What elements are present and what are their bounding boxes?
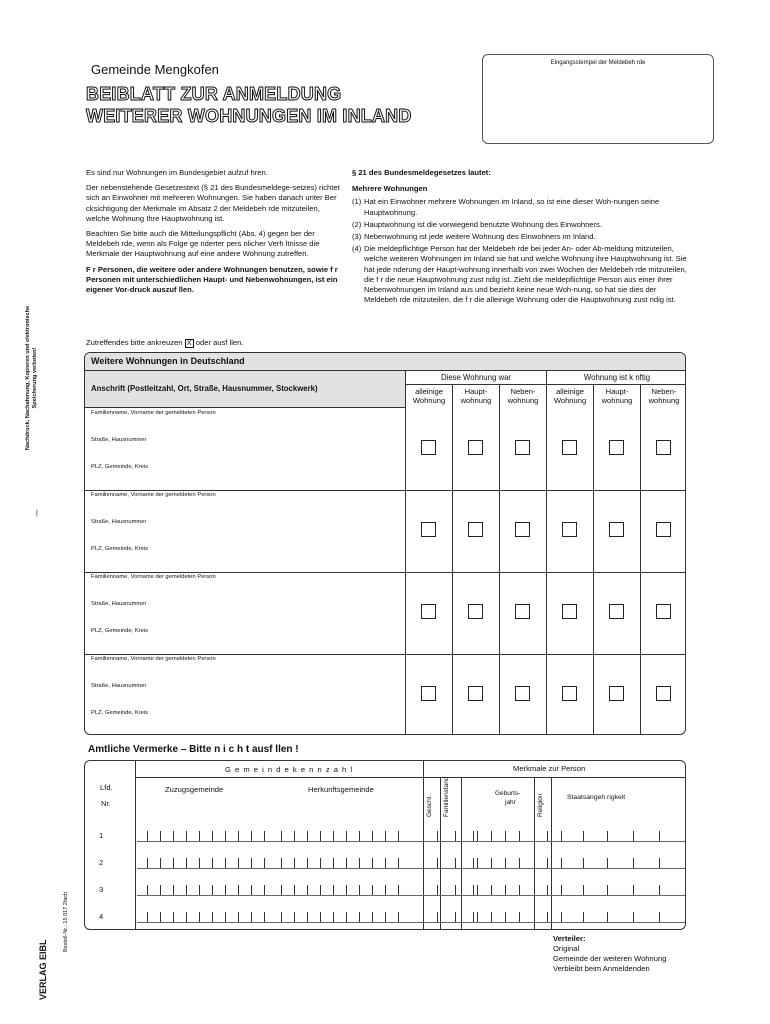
digit-tick: [505, 858, 506, 868]
digit-tick: [307, 858, 308, 868]
digit-tick: [505, 831, 506, 841]
digit-tick: [547, 885, 548, 895]
fill-hint-text: Zutreffendes bitte ankreuzen: [86, 338, 183, 347]
digit-tick: [583, 912, 584, 922]
digit-tick: [437, 912, 438, 922]
col-alleinige-previous: alleinige Wohnung: [405, 385, 452, 408]
digit-tick: [477, 885, 478, 895]
nationality-header: Staatsangeh rigkeit: [567, 794, 626, 801]
digit-tick: [346, 858, 347, 868]
digit-tick: [519, 885, 520, 895]
lfd-header: Lfd.: [100, 783, 113, 792]
origin-municipality-header: Herkunftsgemeinde: [308, 785, 374, 794]
digit-tick: [372, 858, 373, 868]
digit-tick: [372, 912, 373, 922]
copyright-notice: Nachdruck, Nachahmung, Kopieren und elektronische Speicherung verboten!: [25, 305, 38, 451]
residence-checkbox[interactable]: [656, 440, 671, 455]
group-previous: Diese Wohnung war: [405, 371, 546, 385]
name-field-label: Familienname, Vorname der gemeldeten Person: [91, 410, 216, 416]
residence-checkbox[interactable]: [609, 604, 624, 619]
further-residences-table: [84, 352, 686, 735]
residence-checkbox[interactable]: [562, 686, 577, 701]
digit-tick: [225, 831, 226, 841]
residence-checkbox[interactable]: [656, 686, 671, 701]
digit-tick: [186, 885, 187, 895]
birth-year-header-1: Geburts-: [495, 790, 521, 797]
residence-checkbox[interactable]: [421, 686, 436, 701]
section-title: Weitere Wohnungen in Deutschland: [85, 353, 685, 371]
incoming-municipality-header: Zuzugsgemeinde: [165, 785, 224, 794]
digit-tick: [238, 858, 239, 868]
digit-tick: [251, 858, 252, 868]
digit-tick: [147, 831, 148, 841]
digit-tick: [633, 831, 634, 841]
digit-tick: [659, 912, 660, 922]
digit-tick: [385, 885, 386, 895]
name-field-label: Familienname, Vorname der gemeldeten Person: [91, 656, 216, 662]
digit-tick: [385, 858, 386, 868]
residence-checkbox[interactable]: [421, 440, 436, 455]
digit-tick: [199, 912, 200, 922]
digit-tick: [281, 831, 282, 841]
row-number: 4: [99, 912, 104, 921]
row-number: 1: [99, 831, 104, 840]
name-field-label: Familienname, Vorname der gemeldeten Person: [91, 492, 216, 498]
stamp-label: Eingangsstempel der Meldebeh rde: [550, 60, 646, 66]
digit-tick: [199, 885, 200, 895]
digit-tick: [225, 858, 226, 868]
religion-header: Religion: [537, 793, 544, 817]
form-title-line1: BEIBLATT ZUR ANMELDUNG: [86, 84, 342, 104]
digit-tick: [561, 912, 562, 922]
law-item-text: Die meldepflichtige Person hat der Meldebeh rde bei jeder An- oder Ab-meldung mitzuteilen, welche weiteren Wohnungen im Inland sie hat und welche Wohnung ihre Hauptwohnung ist. Sie hat jede nderung der Haupt-wohnung innerhalb von zwei Wochen der Meldebeh rde mitzuteilen, die f r die neue Hauptwohnung zust ndig ist. Zieht die meldepflichtige Person aus einer ihrer Nebenwohnungen im Inland aus und bezieht keine neue Woh-nung, so hat sie dies der Meldebeh rde mitzuteilen, die f r die alleinige Wohnung oder die Hauptwohnung zust ndig ist.: [364, 244, 687, 305]
law-item-text: Nebenwohnung ist jede weitere Wohnung des Einwohners im Inland.: [364, 232, 596, 242]
digit-tick: [212, 858, 213, 868]
digit-tick: [491, 912, 492, 922]
digit-tick: [160, 885, 161, 895]
row-number: 2: [99, 858, 104, 867]
digit-tick: [385, 831, 386, 841]
digit-tick: [519, 858, 520, 868]
nr-header: Nr.: [101, 799, 111, 808]
law-item-text: Hauptwohnung ist die vorwiegend benutzte Wohnung des Einwohners.: [364, 219, 602, 229]
digit-tick: [561, 831, 562, 841]
digit-tick: [583, 831, 584, 841]
table-header: [85, 371, 685, 408]
residence-checkbox[interactable]: [656, 522, 671, 537]
law-text: [352, 168, 688, 307]
digit-tick: [333, 858, 334, 868]
col-alleinige-future: alleinige Wohnung: [546, 385, 593, 408]
digit-tick: [519, 912, 520, 922]
law-items: [352, 197, 688, 305]
digit-tick: [633, 858, 634, 868]
row-divider: [135, 777, 423, 778]
digit-tick: [372, 831, 373, 841]
digit-tick: [633, 912, 634, 922]
digit-tick: [505, 912, 506, 922]
digit-tick: [147, 885, 148, 895]
residence-checkbox[interactable]: [609, 686, 624, 701]
digit-tick: [173, 858, 174, 868]
street-field-label: Straße, Hausnummer: [91, 601, 147, 607]
residence-checkbox[interactable]: [609, 522, 624, 537]
digit-tick: [437, 885, 438, 895]
law-item: [352, 244, 688, 305]
group-future: Wohnung ist k nftig: [546, 371, 686, 385]
digit-tick: [251, 831, 252, 841]
digit-tick: [398, 912, 399, 922]
digit-tick: [307, 912, 308, 922]
digit-tick: [491, 831, 492, 841]
digit-tick: [238, 885, 239, 895]
street-field-label: Straße, Hausnummer: [91, 519, 147, 525]
digit-tick: [473, 912, 474, 922]
form-title-line2: WEITERER WOHNUNGEN IM INLAND: [86, 106, 412, 126]
digit-tick: [238, 912, 239, 922]
digit-tick: [186, 831, 187, 841]
col-neben-previous: Neben- wohnung: [499, 385, 546, 408]
intro-paragraph-1: Es sind nur Wohnungen im Bundesgebiet aufzuf hren.: [86, 168, 268, 177]
row-divider: [85, 654, 686, 655]
digit-tick: [547, 858, 548, 868]
residence-checkbox[interactable]: [468, 604, 483, 619]
digit-tick: [199, 858, 200, 868]
entry-row-line: [137, 841, 685, 842]
digit-tick: [147, 912, 148, 922]
name-field-label: Familienname, Vorname der gemeldeten Person: [91, 574, 216, 580]
municipality-code-header: G e m e i n d e k e n n z a h l: [225, 765, 354, 774]
digit-tick: [561, 858, 562, 868]
entry-row-line: [137, 868, 685, 869]
digit-tick: [477, 858, 478, 868]
order-number: Bestell-Nr.: 15 017 2fach: [63, 891, 69, 952]
digit-tick: [633, 885, 634, 895]
digit-tick: [281, 885, 282, 895]
municipality-name: Gemeinde Mengkofen: [91, 62, 219, 77]
digit-tick: [437, 858, 438, 868]
digit-tick: [659, 858, 660, 868]
residence-checkbox[interactable]: [468, 440, 483, 455]
digit-tick: [173, 831, 174, 841]
col-haupt-previous: Haupt- wohnung: [452, 385, 499, 408]
digit-tick: [307, 885, 308, 895]
example-cross-box: X: [185, 339, 194, 348]
digit-tick: [320, 912, 321, 922]
marital-status-header: Familienstand: [443, 776, 450, 817]
address-header: Anschrift (Postleitzahl, Ort, Straße, Hausnummer, Stockwerk): [91, 384, 318, 393]
column-divider: [551, 777, 552, 929]
digit-tick: [455, 912, 456, 922]
digit-tick: [346, 912, 347, 922]
distribution-heading: Verteiler:: [553, 934, 586, 943]
digit-tick: [607, 885, 608, 895]
digit-tick: [372, 885, 373, 895]
digit-tick: [225, 885, 226, 895]
digit-tick: [659, 885, 660, 895]
residence-checkbox[interactable]: [421, 522, 436, 537]
col-haupt-future: Haupt- wohnung: [593, 385, 640, 408]
column-divider: [135, 761, 136, 929]
law-item-number: (2): [352, 219, 362, 229]
digit-tick: [294, 831, 295, 841]
law-item-number: (3): [352, 232, 362, 242]
gender-header: Geschl.: [426, 794, 433, 817]
digit-tick: [264, 885, 265, 895]
digit-tick: [607, 912, 608, 922]
digit-tick: [294, 858, 295, 868]
receipt-stamp-box: [482, 54, 714, 144]
digit-tick: [607, 831, 608, 841]
residence-checkbox[interactable]: [515, 522, 530, 537]
digit-tick: [455, 831, 456, 841]
digit-tick: [477, 831, 478, 841]
fill-hint: [86, 338, 243, 348]
plz-field-label: PLZ, Gemeinde, Kreis: [91, 710, 149, 716]
distribution-line: Original: [553, 944, 580, 953]
column-divider: [461, 777, 462, 929]
row-divider: [423, 777, 686, 778]
digit-tick: [199, 831, 200, 841]
birth-year-header-2: jahr: [505, 799, 516, 806]
digit-tick: [333, 912, 334, 922]
digit-tick: [225, 912, 226, 922]
digit-tick: [561, 885, 562, 895]
law-item-number: (1): [352, 197, 362, 207]
residence-checkbox[interactable]: [468, 522, 483, 537]
digit-tick: [212, 885, 213, 895]
law-item: [352, 220, 688, 230]
distribution-list: [553, 934, 666, 974]
digit-tick: [346, 885, 347, 895]
digit-tick: [281, 858, 282, 868]
digit-tick: [264, 831, 265, 841]
digit-tick: [359, 858, 360, 868]
plz-field-label: PLZ, Gemeinde, Kreis: [91, 464, 149, 470]
digit-tick: [583, 858, 584, 868]
digit-tick: [147, 858, 148, 868]
digit-tick: [186, 912, 187, 922]
digit-tick: [491, 858, 492, 868]
digit-tick: [359, 912, 360, 922]
digit-tick: [583, 885, 584, 895]
column-divider: [423, 761, 424, 929]
digit-tick: [477, 912, 478, 922]
digit-tick: [359, 831, 360, 841]
digit-tick: [186, 858, 187, 868]
digit-tick: [294, 912, 295, 922]
digit-tick: [359, 885, 360, 895]
digit-tick: [398, 858, 399, 868]
law-heading: § 21 des Bundesmeldegesetzes lautet:: [352, 168, 491, 177]
digit-tick: [607, 858, 608, 868]
residence-checkbox[interactable]: [562, 522, 577, 537]
digit-tick: [455, 885, 456, 895]
intro-paragraph-4: F r Personen, die weitere oder andere Wohnungen benutzen, sowie f r Personen mit unterschiedlichen Haupt- und Nebenwohnungen, ist ein eigener Vor-druck auszuf llen.: [86, 264, 338, 295]
intro-paragraph-2: Der nebenstehende Gesetzestext (§ 21 des Bundesmeldege-setzes) richtet sich an Einwohner mit mehreren Wohnungen. Sie haben danach unter Ber cksichtigung der Merkmale im Absatz 2 der Meldebeh rde mitzuteilen, welche Wohnung Ihre Hauptwohnung ist.: [86, 183, 340, 223]
digit-tick: [437, 831, 438, 841]
law-item: [352, 232, 688, 242]
intro-text: [86, 168, 341, 300]
distribution-line: Gemeinde der weiteren Wohnung: [553, 954, 667, 963]
digit-tick: [505, 885, 506, 895]
street-field-label: Straße, Hausnummer: [91, 683, 147, 689]
digit-tick: [212, 912, 213, 922]
digit-tick: [491, 885, 492, 895]
digit-tick: [173, 912, 174, 922]
digit-tick: [160, 858, 161, 868]
digit-tick: [160, 912, 161, 922]
street-field-label: Straße, Hausnummer: [91, 437, 147, 443]
digit-tick: [333, 831, 334, 841]
residence-checkbox[interactable]: [515, 604, 530, 619]
row-divider: [85, 572, 686, 573]
digit-tick: [251, 912, 252, 922]
residence-checkbox[interactable]: [562, 604, 577, 619]
plz-field-label: PLZ, Gemeinde, Kreis: [91, 546, 149, 552]
digit-tick: [659, 831, 660, 841]
digit-tick: [264, 858, 265, 868]
digit-tick: [385, 912, 386, 922]
residence-checkbox[interactable]: [421, 604, 436, 619]
residence-checkbox[interactable]: [468, 686, 483, 701]
digit-tick: [238, 831, 239, 841]
law-item: [352, 197, 688, 217]
digit-tick: [264, 912, 265, 922]
col-neben-future: Neben- wohnung: [640, 385, 686, 408]
digit-tick: [160, 831, 161, 841]
digit-tick: [473, 885, 474, 895]
official-notes-table: [84, 760, 686, 930]
digit-tick: [547, 831, 548, 841]
digit-tick: [307, 831, 308, 841]
digit-tick: [212, 831, 213, 841]
column-divider: [440, 777, 441, 929]
margin-mark: |: [36, 510, 38, 517]
digit-tick: [346, 831, 347, 841]
column-divider: [534, 777, 535, 929]
distribution-line: Verbleibt beim Anmeldenden: [553, 964, 650, 973]
digit-tick: [547, 912, 548, 922]
digit-tick: [398, 831, 399, 841]
residence-checkbox[interactable]: [515, 686, 530, 701]
digit-tick: [173, 885, 174, 895]
digit-tick: [251, 885, 252, 895]
person-attributes-header: Merkmale zur Person: [513, 764, 586, 773]
publisher-logo: VERLAG EIBL: [38, 939, 48, 1000]
digit-tick: [320, 831, 321, 841]
entry-row-line: [137, 922, 685, 923]
residence-checkbox[interactable]: [656, 604, 671, 619]
fill-hint-text-end: oder ausf llen.: [195, 338, 244, 347]
digit-tick: [473, 831, 474, 841]
law-item-number: (4): [352, 244, 362, 254]
residence-checkbox[interactable]: [515, 440, 530, 455]
digit-tick: [333, 885, 334, 895]
plz-field-label: PLZ, Gemeinde, Kreis: [91, 628, 149, 634]
law-item-text: Hat ein Einwohner mehrere Wohnungen im Inland, so ist eine dieser Woh-nungen seine Hauptwohnung.: [364, 197, 660, 217]
digit-tick: [473, 858, 474, 868]
residence-checkbox[interactable]: [562, 440, 577, 455]
digit-tick: [455, 858, 456, 868]
digit-tick: [320, 858, 321, 868]
digit-tick: [294, 885, 295, 895]
digit-tick: [320, 885, 321, 895]
entry-row-line: [137, 895, 685, 896]
official-notes-heading: Amtliche Vermerke – Bitte n i c h t ausf llen !: [88, 744, 299, 755]
row-divider: [85, 490, 686, 491]
digit-tick: [519, 831, 520, 841]
digit-tick: [281, 912, 282, 922]
law-subheading: Mehrere Wohnungen: [352, 184, 428, 194]
residence-checkbox[interactable]: [609, 440, 624, 455]
row-number: 3: [99, 885, 104, 894]
intro-paragraph-3: Beachten Sie bitte auch die Mitteilungspflicht (Abs. 4) gegen ber der Meldebeh rde, wenn als Folge ge nderter pers nlicher Verh ltnisse die Merkmale der Hauptwohnung auf eine andere Wohnung zutreffen.: [86, 229, 320, 259]
digit-tick: [398, 885, 399, 895]
